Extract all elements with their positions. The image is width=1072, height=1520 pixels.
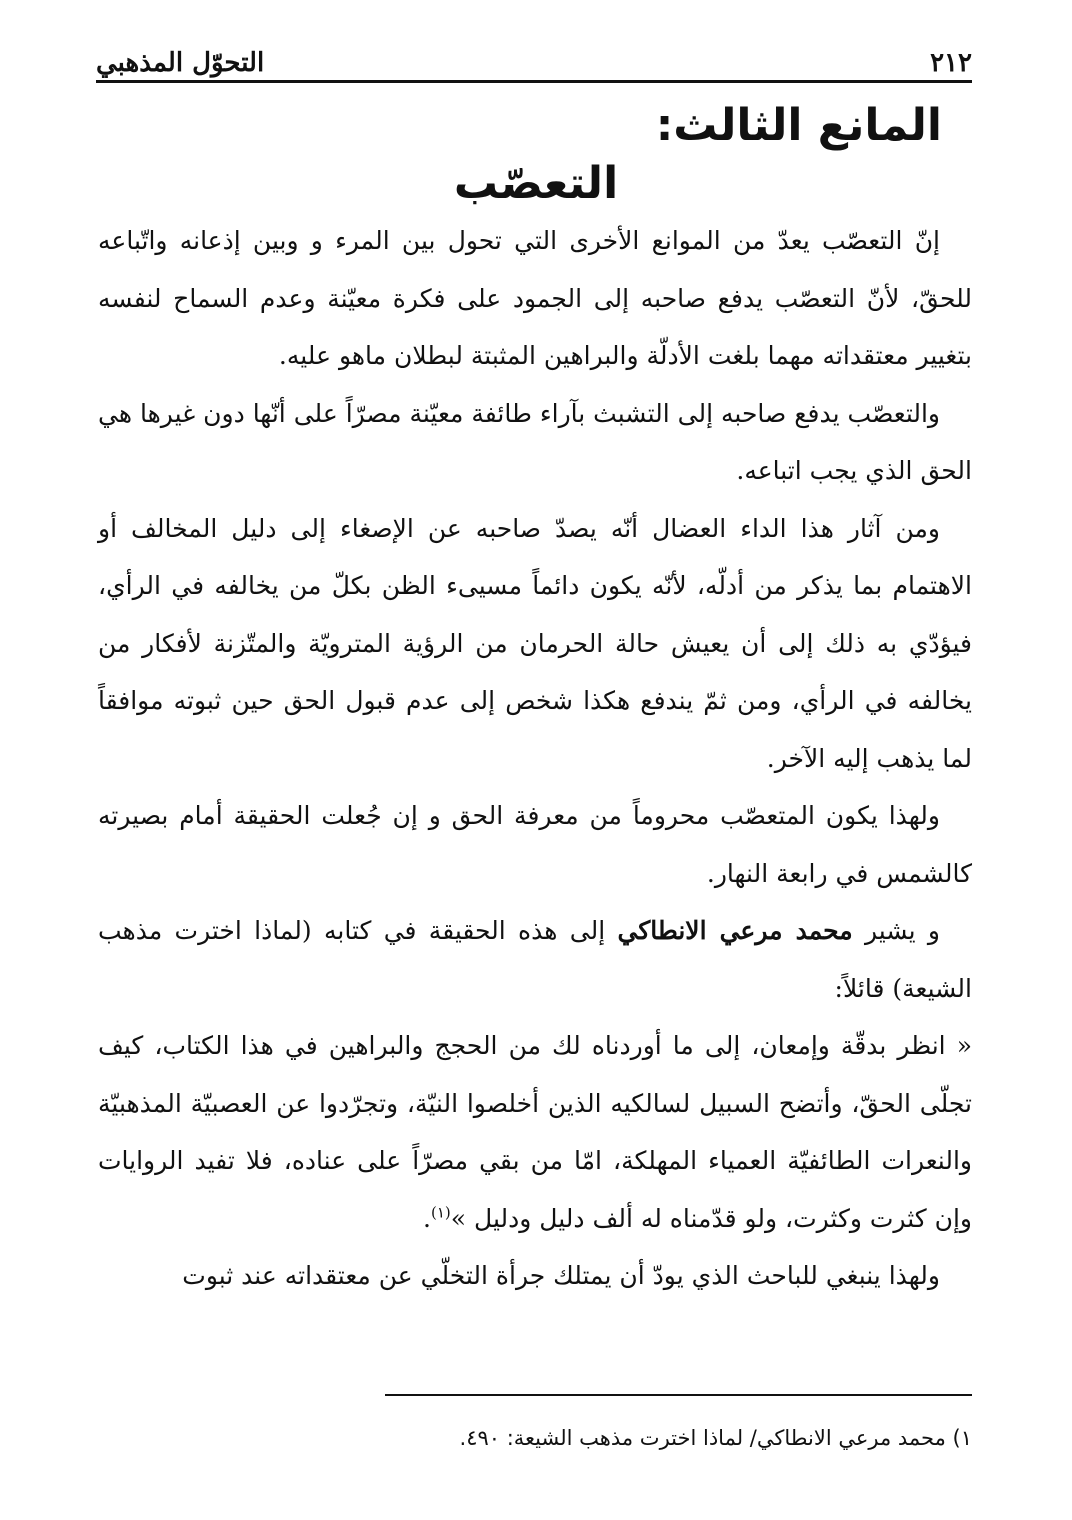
paragraph-3: ومن آثار هذا الداء العضال أنّه يصدّ صاحبه عن الإصغاء إلى دليل المخالف أو الاهتمام بما يذكر من أدلّه، لأنّه يكون دائماً مسيىء الظن بكلّ من يخالفه في الرأي، فيؤدّي به ذلك إلى أن يعيش حالة الحرمان من الرؤية المترويّة والمتّزنة لأفكار من يخالفه في الرأي، ومن ثمّ يندفع هكذا شخص إلى عدم قبول الحق حين ثبوته موافقاً لما يذهب إليه الآخر. xyxy=(98,513,972,773)
paragraph-5 xyxy=(98,902,972,1017)
page-number: ٢١٢ xyxy=(930,48,972,78)
quotation-text: « انظر بدقّة وإمعان، إلى ما أوردناه لك من الحجج والبراهين في هذا الكتاب، كيف تجلّى الحقّ، وأتضح السبيل لسالكيه الذين أخلصوا النيّة، وتجرّدوا عن العصبيّة المذهبيّة والنعرات الطائفيّة العمياء المهلكة، امّا من بقي مصرّاً على عناده، فلا تفيد الروايات وإن كثرت وكثرت، ولو قدّمناه له ألف دليل ودليل » xyxy=(98,1031,972,1233)
running-head-title: التحوّل المذهبي xyxy=(96,48,265,78)
paragraph-5-rest: إلى هذه الحقيقة في كتابه (لماذا اخترت مذهب الشيعة) قائلاً: xyxy=(98,916,972,1003)
header-rule xyxy=(96,80,972,83)
footnote: ١) محمد مرعي الانطاكي/ لماذا اخترت مذهب الشيعة: ٤٩٠. xyxy=(459,1426,972,1450)
footnote-rule xyxy=(385,1394,972,1396)
paragraph-7: ولهذا ينبغي للباحث الذي يودّ أن يمتلك جرأة التخلّي عن معتقداته عند ثبوت xyxy=(182,1261,940,1290)
paragraph-1: إنّ التعصّب يعدّ من الموانع الأخرى التي تحول بين المرء و وبين إذعانه واتّباعه للحقّ، لأنّ التعصّب يدفع صاحبه إلى الجمود على فكرة معيّنة وعدم السماح لنفسه بتغيير معتقداته مهما بلغت الأدلّة والبراهين المثبتة لبطلان ماهو عليه. xyxy=(98,226,972,370)
section-title: المانع الثالث: xyxy=(655,100,942,151)
quotation-paragraph: « انظر بدقّة وإمعان، إلى ما أوردناه لك من الحجج والبراهين في هذا الكتاب، كيف تجلّى الحقّ، وأتضح السبيل لسالكيه الذين أخلصوا النيّة، وتجرّدوا عن العصبيّة المذهبيّة والنعرات الطائفيّة العمياء المهلكة، امّا من بقي مصرّاً على عناده، فلا تفيد الروايات وإن كثرت وكثرت، ولو قدّمناه له ألف دليل ودليل »$^{(١)}$. xyxy=(98,1031,972,1233)
paragraph-2: والتعصّب يدفع صاحبه إلى التشبث بآراء طائفة معيّنة مصرّاً على أنّها دون غيرها هي الحق الذي يجب اتباعه. xyxy=(98,398,972,485)
section-subtitle: التعصّب xyxy=(453,158,619,209)
running-head xyxy=(96,38,972,78)
footnote-reference: (١) xyxy=(431,1203,451,1222)
paragraph-5-lead: و يشير xyxy=(865,916,940,945)
paragraph-4: ولهذا يكون المتعصّب محروماً من معرفة الحق و إن جُعلت الحقيقة أمام بصيرته كالشمس في رابعة النهار. xyxy=(98,801,972,888)
body-text xyxy=(98,212,972,1305)
author-name: محمد مرعي الانطاكي xyxy=(617,916,853,945)
